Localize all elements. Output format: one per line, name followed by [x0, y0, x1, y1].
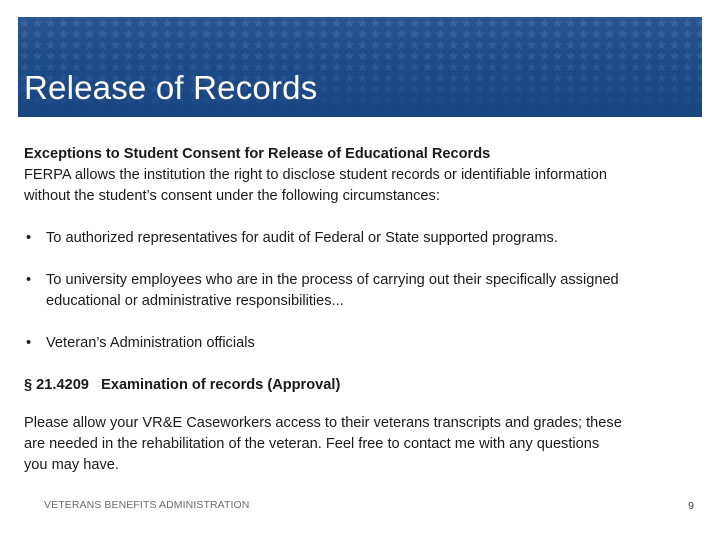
list-item-text: To authorized representatives for audit of Federal or State supported programs.: [46, 230, 558, 246]
request-line-1: Please allow your VR&E Caseworkers access to their veterans transcripts and grades; these: [24, 415, 622, 431]
list-item: [24, 333, 704, 354]
page-title: Release of Records: [24, 69, 318, 106]
exception-list: [24, 228, 704, 354]
footer-organization: VETERANS BENEFITS ADMINISTRATION: [44, 499, 250, 511]
intro-line-2: without the student’s consent under the following circumstances:: [24, 188, 440, 204]
list-item-text: To university employees who are in the process of carrying out their specifically assigned: [46, 272, 619, 288]
title-banner: [18, 17, 702, 117]
page-number: 9: [688, 500, 694, 512]
list-item-text-continued: educational or administrative responsibilities...: [46, 293, 344, 309]
slide-body: [24, 144, 704, 476]
list-item: [24, 270, 704, 312]
request-line-2: are needed in the rehabilitation of the veteran. Feel free to contact me with any questions: [24, 436, 600, 452]
intro-line-1: FERPA allows the institution the right to disclose student records or identifiable information: [24, 167, 607, 183]
request-paragraph: [24, 413, 704, 476]
bullet-icon: •: [26, 335, 32, 351]
bullet-icon: •: [26, 230, 32, 246]
section-heading-exceptions: Exceptions to Student Consent for Release of Educational Records: [24, 146, 491, 162]
request-line-3: you may have.: [24, 457, 119, 473]
list-item-text: Veteran’s Administration officials: [46, 335, 255, 351]
list-item: [24, 228, 704, 249]
bullet-icon: •: [26, 272, 32, 288]
section-heading-examination: § 21.4209 Examination of records (Approval): [24, 377, 341, 393]
